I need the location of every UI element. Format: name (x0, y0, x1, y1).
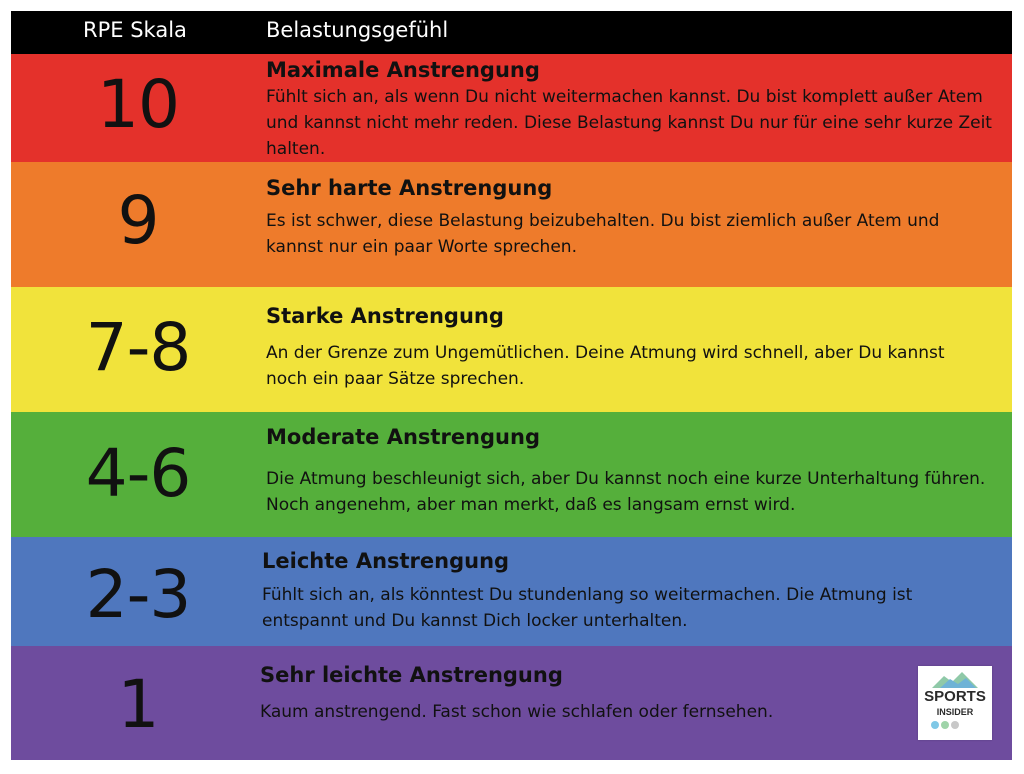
row-7-8 (11, 287, 1012, 412)
row-description: Fühlt sich an, als könntest Du stundenlang so weitermachen. Die Atmung ist entspannt und Du kannst Dich locker unterhalten. (262, 585, 913, 631)
rpe-number: 10 (97, 66, 179, 143)
row-title: Sehr leichte Anstrengung (260, 663, 563, 687)
logo-line-2: INSIDER (936, 707, 974, 717)
row-title: Maximale Anstrengung (266, 58, 540, 82)
logo-line-1: SPORTS (924, 688, 986, 705)
row-10 (11, 54, 1012, 162)
table-header (11, 11, 1012, 54)
sports-insider-logo (918, 666, 992, 740)
row-9 (11, 162, 1012, 287)
rpe-number: 2-3 (85, 556, 191, 633)
rpe-table (11, 11, 1012, 760)
row-2-3 (11, 537, 1012, 646)
header-rpe-scale: RPE Skala (83, 18, 187, 42)
row-description: Kaum anstrengend. Fast schon wie schlafen oder fernsehen. (260, 702, 774, 722)
rpe-number: 4-6 (85, 435, 191, 512)
row-description: Die Atmung beschleunigt sich, aber Du kannst noch eine kurze Unterhaltung führen. Noch angenehm, aber man merkt, daß es langsam ernst wird. (266, 469, 986, 515)
row-title: Starke Anstrengung (266, 304, 504, 328)
row-1 (11, 646, 1012, 760)
row-4-6 (11, 412, 1012, 537)
row-title: Moderate Anstrengung (266, 425, 540, 449)
row-description: An der Grenze zum Ungemütlichen. Deine Atmung wird schnell, aber Du kannst noch ein paar Sätze sprechen. (266, 343, 945, 389)
rpe-number: 1 (117, 666, 159, 743)
row-description: Fühlt sich an, als wenn Du nicht weitermachen kannst. Du bist komplett außer Atem und kannst nicht mehr reden. Diese Belastung kannst Du nur für eine sehr kurze Zeit halten. (266, 87, 992, 159)
header-feeling: Belastungsgefühl (266, 18, 449, 42)
rpe-number: 7-8 (85, 309, 191, 386)
rpe-number: 9 (117, 182, 159, 259)
dots-icon (930, 720, 980, 730)
row-title: Sehr harte Anstrengung (266, 176, 553, 200)
row-description: Es ist schwer, diese Belastung beizubehalten. Du bist ziemlich außer Atem und kannst nur ein paar Worte sprechen. (266, 211, 940, 257)
row-title: Leichte Anstrengung (262, 549, 510, 573)
mountain-icon (932, 670, 978, 688)
